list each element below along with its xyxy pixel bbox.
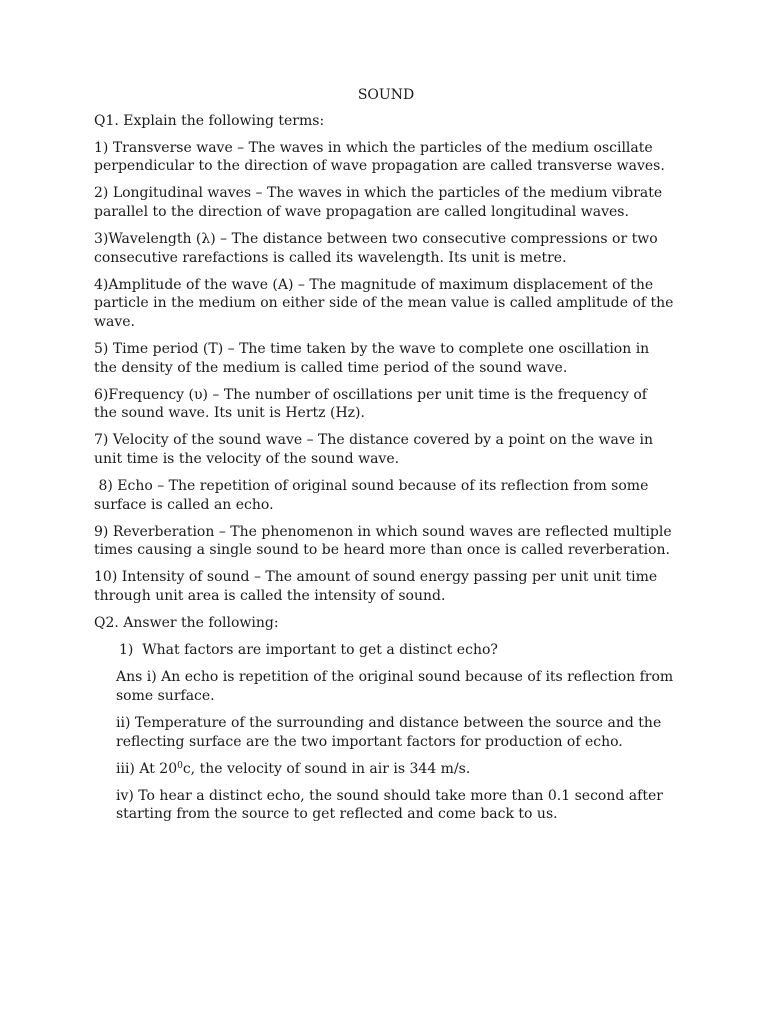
term-reverberation: 9) Reverberation – The phenomenon in which sound waves are reflected multiple times causing a single sound to be heard more than once is called reverberation. [94,523,672,559]
term-velocity: 7) Velocity of the sound wave – The distance covered by a point on the wave in unit time is the velocity of the sound wave. [94,432,654,467]
term-longitudinal-waves: 2) Longitudinal waves – The waves in which the particles of the medium vibrate parallel to the direction of wave propagation are called longitudinal waves. [94,185,663,220]
q2-heading: Q2. Answer the following: [94,615,279,632]
q2-answers-block [94,641,674,824]
page-title: SOUND [357,87,415,103]
term-intensity: 10) Intensity of sound – The amount of sound energy passing per unit unit time through unit area is called the intensity of sound. [94,569,658,605]
answer-iii-suffix: c, the velocity of sound in air is 344 m/s. [182,760,471,777]
term-echo: 8) Echo – The repetition of original sound because of its reflection from some surface is called an echo. [94,478,653,513]
term-frequency: 6)Frequency (υ) – The number of oscillations per unit time is the frequency of the sound wave. Its unit is Hertz (Hz). [94,386,647,422]
answer-ii: ii) Temperature of the surrounding and distance between the source and the reflecting surface are the two important factors for production of echo. [116,715,662,750]
answer-iii [116,760,674,779]
answer-iv: iv) To hear a distinct echo, the sound should take more than 0.1 second after starting from the source to get reflected and come back to us. [116,787,663,823]
q2-question-1: 1) What factors are important to get a distinct echo? [119,642,498,659]
answer-iii-superscript: 0 [177,760,183,771]
term-wavelength: 3)Wavelength (λ) – The distance between two consecutive compressions or two consecutive rarefactions is called its wavelength. Its unit is metre. [94,231,658,266]
answer-i: Ans i) An echo is repetition of the original sound because of its reflection from some surface. [116,669,674,704]
answer-iii-prefix: iii) At 20 [116,760,178,777]
term-amplitude: 4)Amplitude of the wave (A) – The magnitude of maximum displacement of the particle in the medium on either side of the mean value is called amplitude of the wave. [94,276,674,330]
term-time-period: 5) Time period (T) – The time taken by the wave to complete one oscillation in the density of the medium is called time period of the sound wave. [94,341,650,376]
term-transverse-wave: 1) Transverse wave – The waves in which the particles of the medium oscillate perpendicular to the direction of wave propagation are called transverse waves. [94,139,665,175]
document-page [94,86,674,833]
q1-heading: Q1. Explain the following terms: [94,112,325,129]
